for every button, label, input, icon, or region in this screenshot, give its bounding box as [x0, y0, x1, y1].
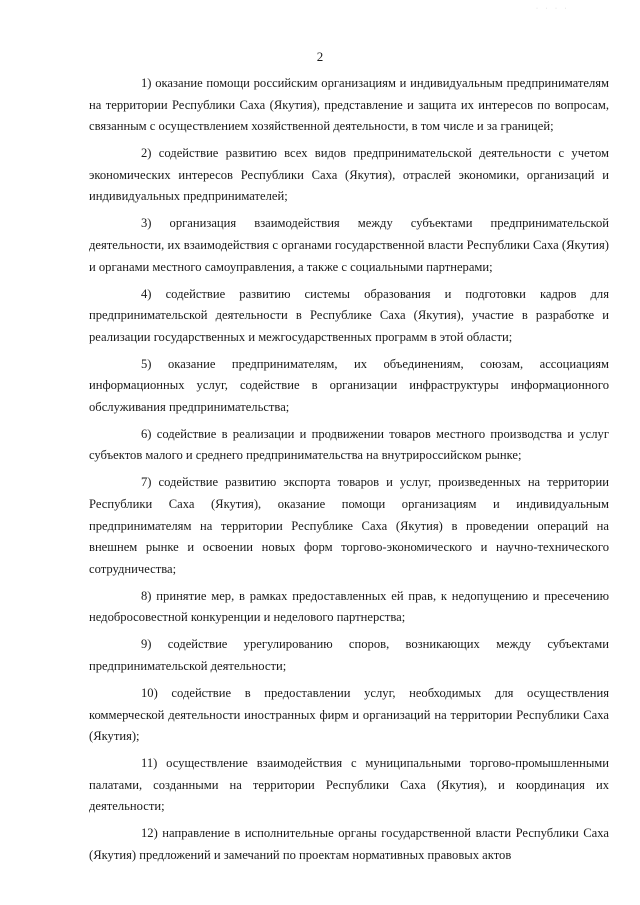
- paragraph-11: 11) осуществление взаимодействия с муниципальными торгово-промышленными палатами, созданными на территории Республики Саха (Якутия), и координация их деятельности;: [89, 756, 609, 814]
- page-number: 2: [316, 49, 324, 64]
- paragraph-10: 10) содействие в предоставлении услуг, необходимых для осуществления коммерческой деятельности иностранных фирм и организаций на территории Республики Саха (Якутия);: [89, 685, 609, 744]
- paragraph-12: 12) направление в исполнительные органы государственной власти Республики Саха (Якутия) предложений и замечаний по проектам нормативных правовых актов: [89, 826, 609, 862]
- scan-artifact: · · · ·: [536, 6, 570, 12]
- paragraph-9: 9) содействие урегулированию споров, возникающих между субъектами предпринимательской деятельности;: [89, 637, 609, 673]
- paragraph-8: 8) принятие мер, в рамках предоставленных ей прав, к недопущению и пресечению недобросовестной конкуренции и неделового партнерства;: [89, 588, 609, 625]
- paragraph-6: 6) содействие в реализации и продвижении товаров местного производства и услуг субъектов малого и среднего предпринимательства на внутрироссийском рынке;: [89, 426, 609, 463]
- paragraph-5: 5) оказание предпринимателям, их объединениям, союзам, ассоциациям информационных услуг, содействие в организации инфраструктуры информационного обслуживания предпринимательства;: [89, 356, 609, 414]
- paragraph-1: 1) оказание помощи российским организациям и индивидуальным предпринимателям на территории Республики Саха (Якутия), представление и защита их интересов по вопросам, связанным с осуществлением хозяйственной деятельности, в том числе и за границей;: [89, 76, 609, 134]
- paragraph-7: 7) содействие развитию экспорта товаров и услуг, произведенных на территории Республики Саха (Якутия), оказание помощи организациям и индивидуальным предпринимателям на территории Республике Саха (Якутия) в проведении операций на внешнем рынке и освоении новых форм торгово-экономического и научно-технического сотрудничества;: [89, 475, 609, 576]
- paragraph-2: 2) содействие развитию всех видов предпринимательской деятельности с учетом экономических интересов Республики Саха (Якутия), отраслей экономики, организаций и индивидуальных предпринимателей;: [89, 146, 609, 204]
- document-body: [89, 73, 609, 872]
- paragraph-3: 3) организация взаимодействия между субъектами предпринимательской деятельности, их взаимодействия с органами государственной власти Республики Саха (Якутия) и органами местного самоуправления, а также с социальными партнерами;: [89, 216, 609, 274]
- paragraph-4: 4) содействие развитию системы образования и подготовки кадров для предпринимательской деятельности в Республике Саха (Якутия), участие в разработке и реализации государственных и межгосударственных программ в этой области;: [89, 286, 609, 344]
